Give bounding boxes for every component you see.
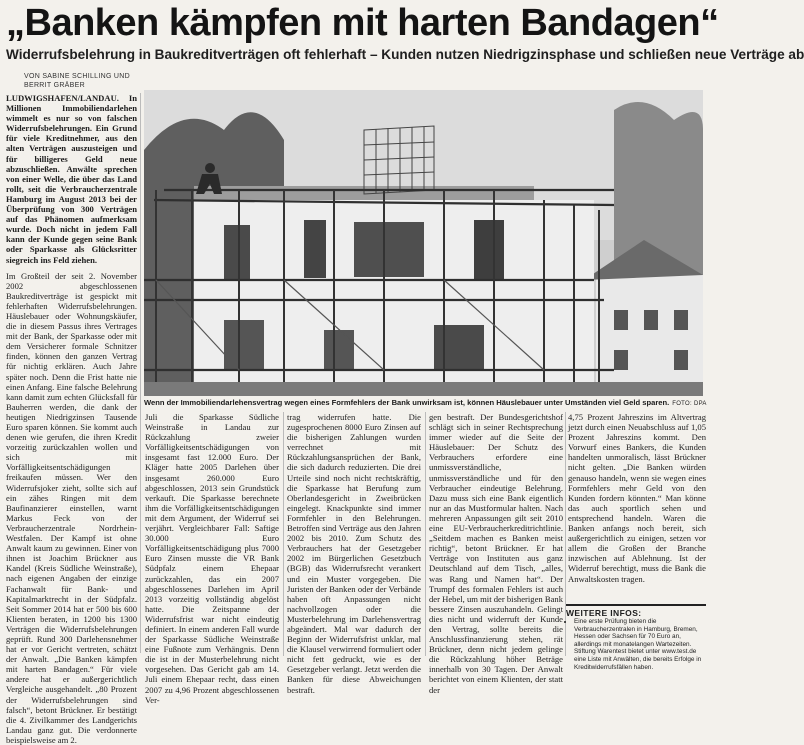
infobox-item: • Eine erste Prüfung bieten die Verbraucherzentralen in Hamburg, Bremen, Hessen oder Sachsen für 70 Euro an, allerdings mit monatelangen Wartezeiten. Stiftung Warentest bietet unter www.test.de eine Liste mit Anwälten, die bereits Erfolge in Kreditwiderrufsfällen haben. [574,618,706,671]
article-headline: „Banken kämpfen mit harten Bandagen“ [6,2,719,44]
article-body-col3: trag widerrufen hatte. Die zugesprochenen 8000 Euro Zinsen auf die bisherigen Zahlungen wurden verrechnet mit Rückzahlungsansprüchen der Bank, die sich dadurch reduzierten. Die drei Urteile sind noch nicht rechtskräftig, die Sparkasse hat Berufung zum Oberlandesgericht in Zweibrücken eingelegt. Knackpunkte sind immer Formfehler in den Belehrungen. Betroffen sind Verträge aus den Jahren 2002 bis 2010. Zum Schutz des Verbrauchers hat der Gesetzgeber 2002 im Bürgerlichen Gesetzbuch (BGB) das Widerrufsrecht verankert und ein Muster vorgegeben. Die Juristen der Banken oder der Verbände haben oft Anpassungen nicht nachvollzogen oder die Musterbelehrung im Darlehensvertrag abgeändert. Mal war dadurch der Beginn der Widerrufsfrist unklar, mal die Klausel verwirrend formuliert oder nicht fett gedruckt, wie es der Gesetzgeber verlangt. Jetzt werden die Banken für diese Abweichungen bestraft. [287,412,421,695]
infobox-title: WEITERE INFOS: [566,604,706,618]
article-body-col1: Im Großteil der seit 2. November 2002 abgeschlossenen Baukreditverträge ist gespickt mit fehlerhaften Widerrufsbelehrungen. Häuslebauer oder Wohnungskäufer, die in diesem Passus ihres Vertrages mit der Bank, der Sparkasse oder mit dem Versicherer formale Schnitzer finden, können den ganzen Vertrag für nichtig erklären. Auch Jahre später noch. Denn die Frist hatte nie einen Anfang. Eine falsche Belehrung kann damit zum echten Glücksfall für Bauherren werden, die dank der heutigen Niedrigzinsen Tausende Euro sparen können. Sie kommt auch denen wie gerufen, die ihren Kredit vorzeitig zurückzahlen wollen und sich mit Vorfälligkeitsentschädigungen freikaufen müssen. Wer den Widerrufsjoker zieht, sollte sich auf ein zähes Ringen mit dem Baufinanzierer einstellen, warnt Markus Feck von der Verbraucherzentrale Nordrhein-Westfalen. Der Kampf ist ohne Anwalt kaum zu gewinnen. Einer von ihnen ist Joachim Brückner aus Kandel (Kreis Südliche Weinstraße), nach eigenen Angaben der einzige Fachanwalt für Bank- und Kapitalmarktrecht in der Südpfalz. Seit Sommer 2014 hat er 500 bis 600 Klienten beraten, in 1200 bis 1300 Verträgen die Widerrufsbelehrungen geprüft. Rund 300 Darlehensnehmer hat er vor Gericht vertreten, schätzt der Anwalt. „Die Banken kämpfen mit harten Bandagen.“ Für viele andere hat er außergerichtlich Vergleiche ausgehandelt. „80 Prozent der Widerrufsbelehrungen sind falsch“, betont Brückner. Er bestätigt die 4. Zivilkammer des Landgerichts Landau ganz gut. Die verdonnerte beispielsweise am 2. [6,270,137,745]
article-column-2 [145,412,279,705]
article-body-col4: gen bestraft. Der Bundesgerichtshof schlägt sich in seiner Rechtsprechung immer wieder auf die Seite der Häuslebauer: Der Schutz des Verbrauchers erfordere eine unmissverständliche, unmissverständliche und für den Verbraucher eindeutige Belehrung. Dazu muss sich eine Bank eigentlich nur an das Mustformular halten. Nach mehreren Anpassungen gilt seit 2010 eine EU-Verbraucherkreditrichtlinie. „Seitdem machen es Banken meist richtig“, betont Brückner. Er hat Verträge von Instituten aus ganz Deutschland auf dem Tisch, „alles, was Rang und Namen hat“. Der Trumpf des formalen Fehlers ist auch der Hebel, um mit der bisherigen Bank bessere Zinsen auszuhandeln. Gelingt dies nicht und widerruft der Kunde den Vertrag, sollte bereits die Anschlussfinanzierung stehen, rät Brückner, denn nicht jedem gelinge die Rückzahlung höher Beträge innerhalb von 30 Tagen. Der Anwalt berichtet von einem Klienten, der statt der [429,412,563,695]
house-scaffolding-photo [144,90,703,396]
photo-caption-text: Wenn der Immobiliendarlehensvertrag wegen eines Formfehlers der Bank unwirksam ist, können Häuslebauer unter Umständen viel Geld sparen. [144,398,670,407]
article-photo [144,90,703,396]
article-body-col5: 4,75 Prozent Jahreszins im Altvertrag jetzt durch einen Neuabschluss auf 1,05 Prozent Jahreszins kommt. Den Vorwurf eines Bankers, die Kunden handelten unmoralisch, lässt Brückner nicht gelten. „Die Banken würden genauso handeln, wenn sie wegen eines Formfehlers mehr Geld von den Kunden fordern könnten.“ Man könne das auch sportlich sehen und entsprechend handeln. Waren die Banken anfangs noch bereit, sich außergerichtlich zu einigen, setzen vor allem die Großen der Branche inzwischen auf Ablehnung. Ist der Widerruf berechtigt, muss die Bank die Anwaltskosten tragen. [568,412,706,584]
photo-caption [144,398,707,409]
article-subheadline: Widerrufsbelehrung in Baukreditverträgen oft fehlerhaft – Kunden nutzen Niedrigzinsphase und schließen neue Verträge ab [6,47,804,62]
infobox-body [566,618,706,671]
article-body-col2: Juli die Sparkasse Südliche Weinstraße in Landau zur Rückzahlung zweier Vorfälligkeitsentschädigungen von insgesamt fast 12.000 Euro. Der Kläger hatte 2005 Darlehen über insgesamt 260.000 Euro abgeschlossen, 2013 sein Grundstück verkauft. Die Sparkasse berechnete ihm die Vorfälligkeitsentschädigungen mit dem Argument, der Widerruf sei verjährt. Vergleichbarer Fall: Saftige 30.000 Euro Vorfälligkeitsentschädigung plus 7000 Euro Zinsen musste die VR Bank Südpfalz einem Ehepaar zurückzahlen, das ein 2007 abgeschlossenes Darlehen im April 2013 vorzeitig vollständig abgelöst hatte. Die Zeitspanne der Widerrufsfrist war nicht eindeutig definiert. In einem anderen Fall wurde der Sparkasse Südliche Weinstraße eine Fußnote zum Verhängnis. Denn die ist in der Musterbelehrung nicht vorgesehen. Das Gericht gab am 14. Juli einem Ehepaar recht, dass einen 2007 zu 4,96 Prozent abgeschlossenen Ver- [145,412,279,705]
article-column-5 [568,412,706,600]
article-column-4 [429,412,563,695]
article-byline: VON SABINE SCHILLING UND BERRIT GRÄBER [24,73,130,89]
article-column-3 [287,412,421,695]
article-lead: LUDWIGSHAFEN/LANDAU. In Millionen Immobiliendarlehen wimmelt es nur so von falschen Widerrufsbelehrungen. Ein Grund für viele Kreditnehmer, aus den alten Verträgen auszusteigen und für billigeres Geld neue abzuschließen. Anwälte sprechen von einer Welle, die über das Land rollt, seit die Verbraucherzentrale Hamburg im August 2013 bei der Überprüfung von 300 Verträgen auf das Phänomen aufmerksam wurde. Doch nicht in jedem Fall kann der Kunde gegen seine Bank oder Sparkasse als Glücksritter siegreich ins Feld ziehen. [6,93,137,265]
photo-credit: FOTO: DPA [672,401,707,407]
article-column-1 [6,93,137,745]
